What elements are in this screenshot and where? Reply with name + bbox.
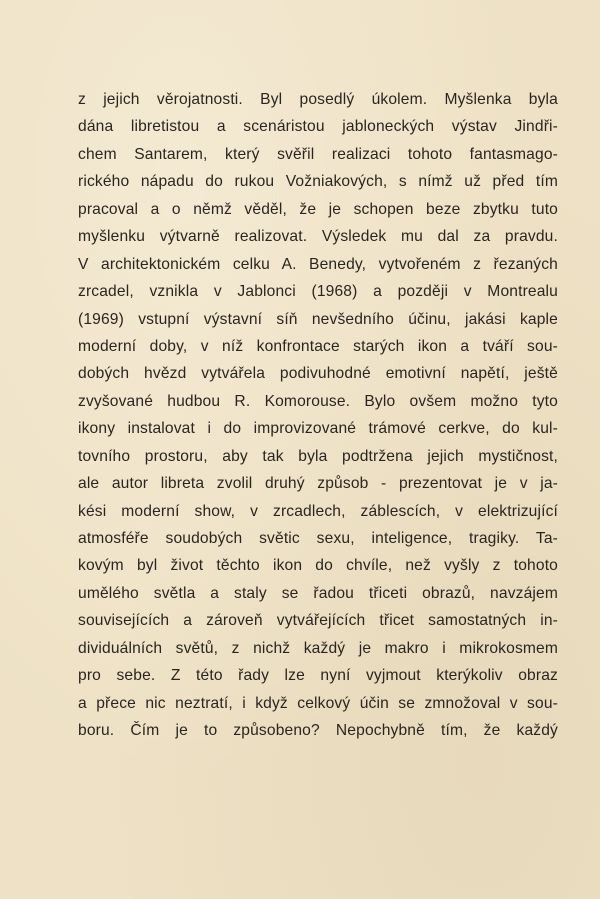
text-line-11: dobých hvězd vytvářela podivuhodné emotivní napětí, ještě [78, 365, 558, 383]
text-line-14: tovního prostoru, aby tak byla podtržena jejich mystičnost, [78, 447, 558, 465]
text-line-15: ale autor libreta zvolil druhý způsob - prezentovat je v ja- [78, 475, 558, 493]
text-line-3: chem Santarem, který svěřil realizaci tohoto fantasmago- [78, 145, 558, 163]
text-line-9: (1969) vstupní výstavní síň nevšedního účinu, jakási kaple [78, 310, 558, 328]
text-line-21: dividuálních světů, z nichž každý je makro i mikrokosmem [78, 639, 558, 657]
text-line-24: boru. Čím je to způsobeno? Nepochybně tím, že každý [78, 722, 558, 740]
text-line-4: rického nápadu do rukou Vožniakových, s nímž už před tím [78, 173, 558, 191]
text-line-10: moderní doby, v níž konfrontace starých ikon a tváří sou- [78, 337, 558, 355]
text-line-17: atmosféře soudobých světic sexu, inteligence, tragiky. Ta- [78, 530, 558, 547]
text-line-18: kovým byl život těchto ikon do chvíle, než vyšly z tohoto [78, 557, 558, 575]
text-line-7: V architektonickém celku A. Benedy, vytvořeném z řezaných [78, 255, 558, 273]
text-line-2: dána libretistou a scenáristou jabloneckých výstav Jindři- [78, 118, 558, 136]
text-line-6: myšlenku výtvarně realizovat. Výsledek mu dal za pravdu. [78, 228, 558, 246]
text-line-12: zvyšované hudbou R. Komorouse. Bylo ovšem možno tyto [78, 392, 558, 410]
text-line-19: umělého světla a staly se řadou třiceti obrazů, navzájem [78, 584, 558, 602]
text-line-8: zrcadel, vznikla v Jablonci (1968) a později v Montrealu [78, 283, 558, 301]
text-line-1: z jejich věrojatnosti. Byl posedlý úkolem. Myšlenka byla [78, 91, 558, 108]
text-line-23: a přece nic neztratí, i když celkový účin se zmnožoval v sou- [78, 694, 558, 712]
text-line-22: pro sebe. Z této řady lze nyní vyjmout kterýkoliv obraz [78, 667, 558, 685]
text-line-5: pracoval a o němž věděl, že je schopen beze zbytku tuto [78, 200, 558, 218]
text-line-16: kési moderní show, v zrcadlech, záblescích, v elektrizující [78, 502, 558, 520]
body-text [78, 86, 558, 745]
text-line-20: souvisejících a zároveň vytvářejících třicet samostatných in- [78, 612, 558, 630]
text-line-13: ikony instalovat i do improvizované trámové cerkve, do kul- [78, 420, 558, 438]
